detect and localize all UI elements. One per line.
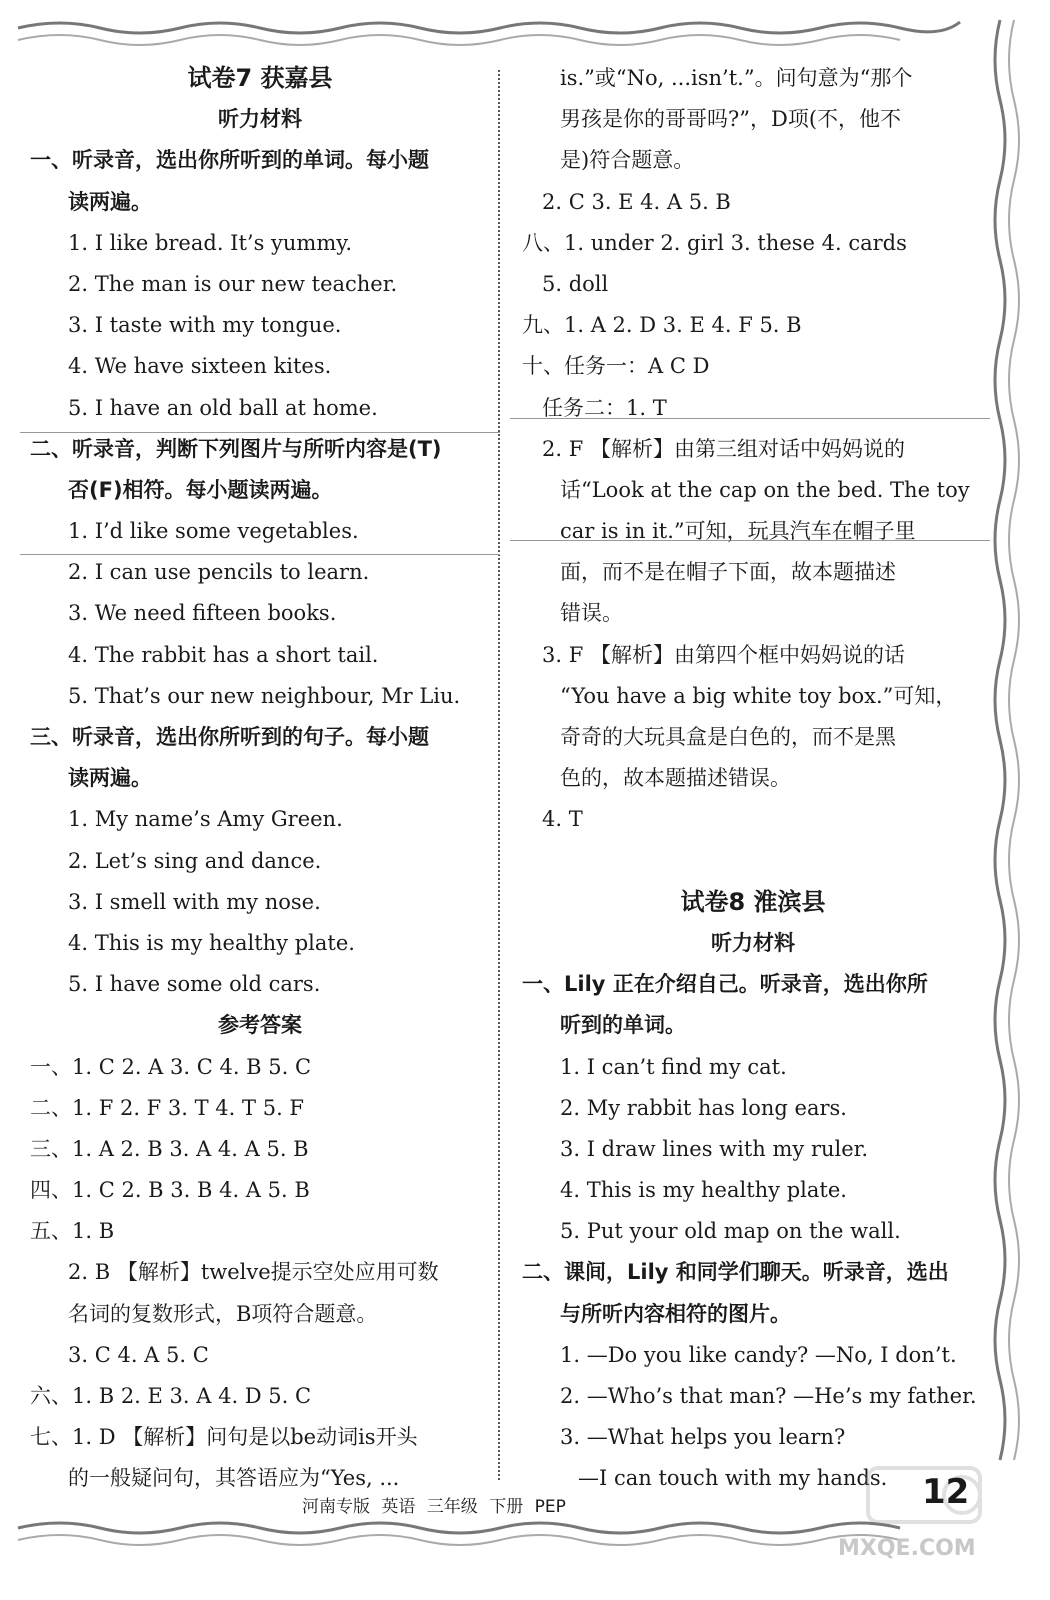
question-heading-cont: 与所听内容相符的图片。 (560, 1301, 791, 1326)
answer-line: 五、1. B (30, 1219, 115, 1244)
question-heading: 一、听录音，选出你所听到的单词。每小题 (30, 148, 429, 173)
answer-explanation-cont: 错误。 (560, 601, 623, 626)
question-heading: 一、Lily 正在介绍自己。听录音，选出你所 (522, 972, 928, 997)
answer-explanation-cont: 话“Look at the cap on the bed. The toy (560, 477, 970, 502)
answer-explanation-cont: 名词的复数形式，B项符合题意。 (68, 1301, 378, 1326)
answer-explanation-cont: 奇奇的大玩具盒是白色的，而不是黑 (560, 725, 896, 749)
list-item: 3. —What helps you learn? (560, 1425, 846, 1450)
spacer (522, 841, 984, 882)
question-heading: 二、听录音，判断下列图片与所听内容是(T) (30, 436, 442, 461)
column-divider (498, 70, 500, 1480)
list-item: 1. —Do you like candy? —No, I don’t. (560, 1342, 957, 1367)
question-heading-cont: 读两遍。 (68, 189, 152, 214)
list-item: 5. I have an old ball at home. (68, 395, 378, 420)
answer-explanation-cont: car is in it.”可知，玩具汽车在帽子里 (560, 519, 916, 544)
section-title: 听力材料 (218, 107, 302, 132)
list-item: 2. Let’s sing and dance. (68, 848, 322, 873)
list-item: 4. We have sixteen kites. (68, 354, 332, 379)
list-item: 3. I smell with my nose. (68, 889, 321, 914)
answer-line: 4. T (542, 807, 583, 832)
answer-line: 任务二：1. T (542, 395, 667, 420)
question-heading-cont: 否(F)相符。每小题读两遍。 (68, 477, 333, 502)
list-item: 5. That’s our new neighbour, Mr Liu. (68, 683, 461, 708)
answer-explanation: 2. B 【解析】twelve提示空处应用可数 (68, 1260, 439, 1285)
list-item: 2. —Who’s that man? —He’s my father. (560, 1384, 977, 1408)
answer-explanation-cont: “You have a big white toy box.”可知， (560, 683, 957, 708)
list-item: 4. This is my healthy plate. (68, 930, 355, 955)
answer-line: 5. doll (542, 271, 609, 296)
list-item: 4. This is my healthy plate. (560, 1178, 847, 1203)
list-item: 5. Put your old map on the wall. (560, 1219, 901, 1244)
page-number: 12 (922, 1472, 970, 1512)
watermark-text: MXQE.COM (838, 1536, 976, 1561)
list-item: 3. We need fifteen books. (68, 601, 337, 626)
list-item: —I can touch with my hands. (578, 1466, 888, 1491)
answer-line: 十、任务一：A C D (522, 354, 710, 379)
answer-explanation-cont: 面，而不是在帽子下面，故本题描述 (560, 560, 896, 585)
answer-line: 3. C 4. A 5. C (68, 1342, 209, 1367)
list-item: 1. I can’t find my cat. (560, 1054, 787, 1079)
answer-line: 二、1. F 2. F 3. T 4. T 5. F (30, 1095, 304, 1120)
answer-explanation: 七、1. D 【解析】问句是以be动词is开头 (30, 1425, 418, 1450)
section-title-2: 听力材料 (711, 930, 795, 955)
list-item: 3. I taste with my tongue. (68, 313, 342, 338)
answer-explanation-cont: 是)符合题意。 (560, 148, 695, 173)
list-item: 5. I have some old cars. (68, 972, 321, 997)
right-column (522, 58, 984, 1500)
list-item: 1. I like bread. It’s yummy. (68, 230, 352, 255)
answer-explanation-cont: 色的，故本题描述错误。 (560, 766, 791, 791)
answer-line: 三、1. A 2. B 3. A 4. A 5. B (30, 1136, 309, 1161)
answer-line: 八、1. under 2. girl 3. these 4. cards (522, 230, 907, 255)
question-heading-cont: 听到的单词。 (560, 1013, 686, 1038)
question-heading: 三、听录音，选出你所听到的句子。每小题 (30, 725, 429, 749)
answers-title: 参考答案 (218, 1013, 302, 1038)
list-item: 2. I can use pencils to learn. (68, 560, 370, 585)
list-item: 2. The man is our new teacher. (68, 271, 398, 296)
exam-title: 试卷7 获嘉县 (187, 64, 333, 92)
left-column (30, 58, 490, 1500)
list-item: 1. I’d like some vegetables. (68, 519, 359, 544)
list-item: 2. My rabbit has long ears. (560, 1095, 847, 1120)
list-item: 3. I draw lines with my ruler. (560, 1136, 869, 1161)
list-item: 1. My name’s Amy Green. (68, 807, 343, 832)
answer-explanation: 3. F 【解析】由第四个框中妈妈说的话 (542, 642, 905, 667)
answer-line: 2. C 3. E 4. A 5. B (542, 189, 731, 214)
answer-explanation-cont: is.”或“No, ...isn’t.”。问句意为“那个 (560, 66, 913, 90)
question-heading: 二、课间，Lily 和同学们聊天。听录音，选出 (522, 1260, 949, 1285)
exam-title-2: 试卷8 淮滨县 (680, 887, 826, 916)
answer-line: 九、1. A 2. D 3. E 4. F 5. B (522, 313, 802, 338)
answer-line: 六、1. B 2. E 3. A 4. D 5. C (30, 1384, 312, 1408)
answer-explanation-cont: 的一般疑问句，其答语应为“Yes, ... (68, 1466, 400, 1491)
answer-explanation-cont: 男孩是你的哥哥吗?”，D项(不，他不 (560, 107, 902, 132)
answer-explanation: 2. F 【解析】由第三组对话中妈妈说的 (542, 436, 905, 461)
answer-line: 一、1. C 2. A 3. C 4. B 5. C (30, 1054, 312, 1079)
question-heading-cont: 读两遍。 (68, 766, 152, 791)
page-footer: 河南专版 英语 三年级 下册 PEP (302, 1497, 566, 1517)
list-item: 4. The rabbit has a short tail. (68, 642, 379, 667)
answer-line: 四、1. C 2. B 3. B 4. A 5. B (30, 1178, 310, 1203)
